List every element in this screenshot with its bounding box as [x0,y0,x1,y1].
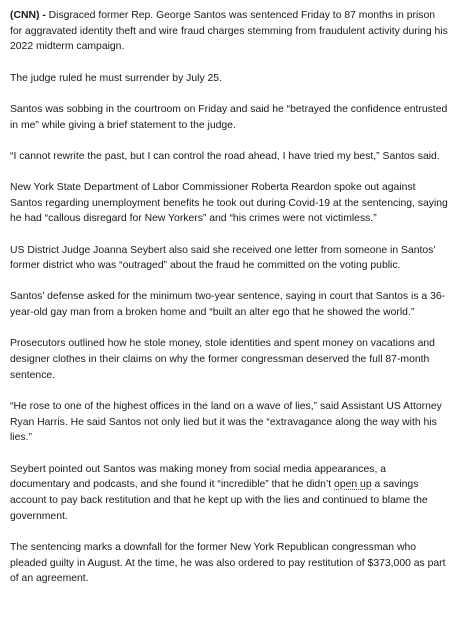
article-paragraph [10,8,448,55]
article-paragraph: US District Judge Joanna Seybert also said she received one letter from someone in Santos’ former district who was “outraged” about the fraud he committed on the voting public. [10,244,436,272]
paragraph-text: Seybert pointed out Santos was making money from social media appearances, a documentary and podcasts, and she found it “incredible” that he didn’t [10,463,387,491]
article-paragraph: Santos’ defense asked for the minimum two-year sentence, saying in court that Santos is a 36-year-old gay man from a broken home and “built an alter ego that he showed the world.” [10,291,446,319]
dateline: (CNN) - [10,10,46,21]
article-paragraph: “He rose to one of the highest offices in the land on a wave of lies,” said Assistant US Attorney Ryan Harris. He said Santos not only lied but it was the “extravagance along the way with his lies.” [10,400,442,444]
article-paragraph [10,462,448,525]
article-paragraph: The judge ruled he must surrender by July 25. [10,72,222,84]
paragraph-text: a savings account to pay back restitution and that he kept up with the lies and continued to blame the government. [10,479,428,522]
article-paragraph: “I cannot rewrite the past, but I can control the road ahead, I have tried my best,” Santos said. [10,150,440,162]
paragraph-text: Disgraced former Rep. George Santos was sentenced Friday to 87 months in prison for aggravated identity theft and wire fraud charges stemming from fraudulent activity during his 2022 midterm campaign. [10,10,448,53]
article-paragraph: Santos was sobbing in the courtroom on Friday and said he “betrayed the confidence entrusted in me” while giving a brief statement to the judge. [10,103,448,131]
article-paragraph: New York State Department of Labor Commissioner Roberta Reardon spoke out against Santos regarding unemployment benefits he took out during Covid-19 at the sentencing, saying he had “callous disregard for New Yorkers” and “his crimes were not victimless.” [10,181,448,225]
dotted-underlined-phrase: open up [334,479,372,491]
article-paragraph: The sentencing marks a downfall for the former New York Republican congressman who pleaded guilty in August. At the time, he was also ordered to pay restitution of $373,000 as part of an agreement. [10,541,446,585]
article-paragraph: Prosecutors outlined how he stole money, stole identities and spent money on vacations and designer clothes in their claims on why the former congressman deserved the full 87-month sentence. [10,338,435,381]
